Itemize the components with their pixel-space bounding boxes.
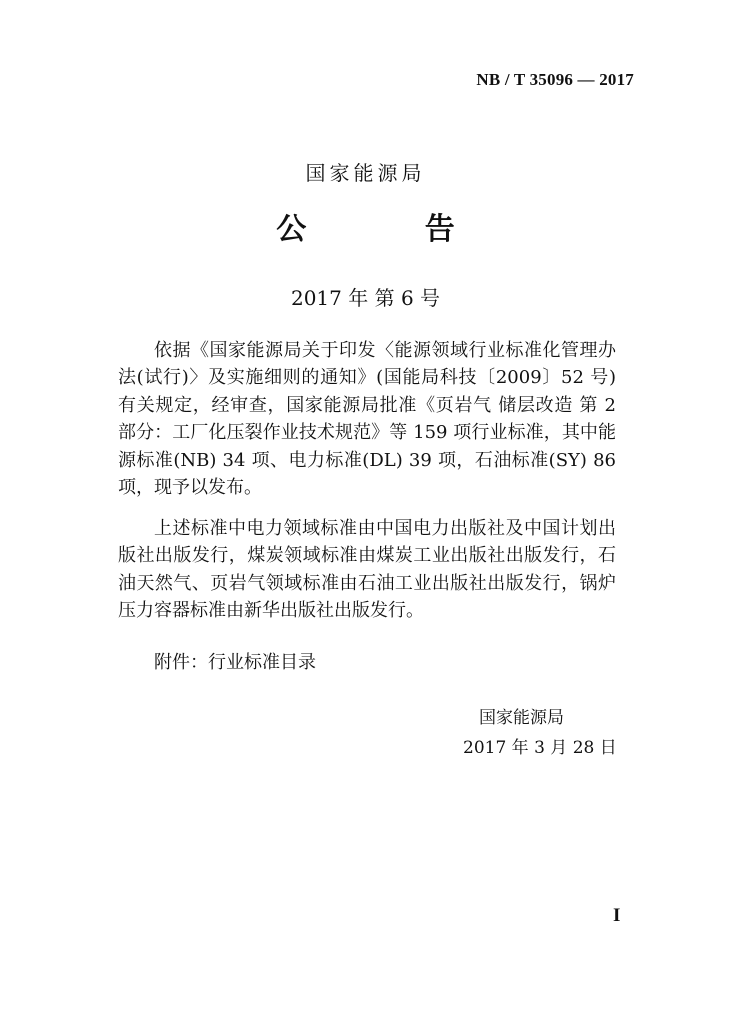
signature-date: 2017 年 3 月 28 日 <box>463 738 617 758</box>
issue-number: 2017 年 第 6 号 <box>290 286 441 310</box>
notice-heading: 公 告 <box>276 212 509 247</box>
notice-issuer: 国家能源局 <box>305 161 426 185</box>
notice-paragraph-1: 依据《国家能源局关于印发〈能源领域行业标准化管理办法(试行)〉及实施细则的通知》(国能局科技〔2009〕52 号)有关规定，经审查，国家能源局批准《页岩气 储层改造 第 2 部分：工厂化压裂作业技术规范》等 159 项行业标准，其中能源标准(NB) 34 项、电力标准(DL) 39 项，石油标准(SY) 86 项，现予以发布。 <box>118 340 616 499</box>
standard-code: NB / T 35096 — 2017 <box>476 70 634 89</box>
page-number: I <box>613 905 621 926</box>
notice-paragraph-2: 上述标准中电力领域标准由中国电力出版社及中国计划出版社出版发行，煤炭领域标准由煤炭工业出版社出版发行，石油天然气、页岩气领域标准由石油工业出版社出版发行，锅炉压力容器标准由新华出版社出版发行。 <box>118 518 616 622</box>
signature-organization: 国家能源局 <box>479 708 564 728</box>
attachment-note: 附件：行业标准目录 <box>154 652 316 673</box>
